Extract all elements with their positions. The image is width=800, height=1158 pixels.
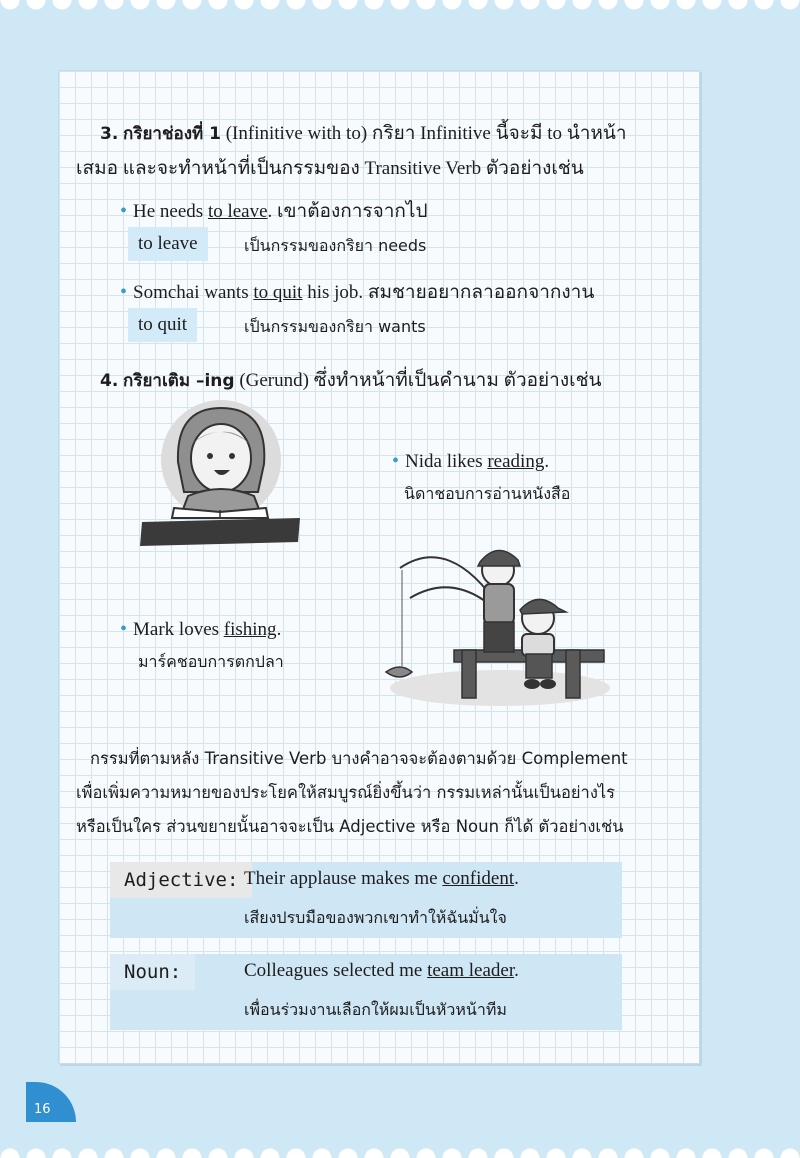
- bottom-torn-edge: [0, 1136, 800, 1158]
- bullet-icon: •: [120, 618, 128, 640]
- example-text: Mark loves: [133, 619, 224, 640]
- example-text: .: [276, 619, 282, 640]
- page-number: 16: [26, 1082, 76, 1122]
- underlined-phrase: reading: [487, 451, 545, 472]
- example-text: Colleagues selected me: [244, 960, 428, 981]
- section3-line1: (Infinitive with to) กริยา Infinitive นี้จะมี to นำหน้า: [225, 123, 627, 144]
- tag-to-leave: to leave: [128, 227, 208, 261]
- example-text: He needs: [133, 201, 208, 222]
- example-text: .: [544, 451, 550, 472]
- example-text: Somchai wants: [133, 282, 254, 303]
- section4-example1: [392, 448, 549, 475]
- girl-reading-book-illustration: [136, 400, 306, 548]
- underlined-phrase: fishing: [223, 619, 277, 640]
- underlined-phrase: team leader: [427, 960, 515, 981]
- example-text: Nida likes: [405, 451, 488, 472]
- adjective-label: Adjective:: [110, 862, 252, 898]
- section3-example2-explain: เป็นกรรมของกริยา wants: [244, 317, 426, 336]
- example-text: . เขาต้องการจากไป: [267, 201, 428, 222]
- section4-example1-thai: นิดาชอบการอ่านหนังสือ: [404, 484, 571, 503]
- father-and-son-fishing-illustration: [380, 538, 610, 708]
- section3-example1: [120, 198, 428, 225]
- complement-line2: เพื่อเพิ่มความหมายของประโยคให้สมบูรณ์ยิ่งขึ้นว่า กรรมเหล่านั้นเป็นอย่างไร: [76, 783, 616, 802]
- section3-heading: [100, 121, 627, 147]
- noun-example-thai: เพื่อนร่วมงานเลือกให้ผมเป็นหัวหน้าทีม: [244, 1000, 507, 1019]
- section3-line2: [76, 156, 584, 182]
- section4-title: กริยาเติม –ing: [123, 371, 235, 391]
- section3-line2-text: เสมอ และจะทำหน้าที่เป็นกรรมของ Transitive Verb ตัวอย่างเช่น: [76, 158, 584, 179]
- underlined-phrase: confident: [442, 868, 515, 889]
- section4-example2-thai: มาร์คชอบการตกปลา: [138, 652, 284, 671]
- tag-to-quit: to quit: [128, 308, 197, 342]
- section4-example2: [120, 616, 281, 643]
- underlined-phrase: to quit: [253, 282, 303, 303]
- bullet-icon: •: [120, 281, 128, 303]
- example-text: .: [514, 960, 519, 981]
- complement-line3: หรือเป็นใคร ส่วนขยายนั้นอาจจะเป็น Adjective หรือ Noun ก็ได้ ตัวอย่างเช่น: [76, 817, 624, 836]
- section4-heading: [100, 368, 602, 394]
- example-text: .: [514, 868, 519, 889]
- noun-label: Noun:: [110, 954, 195, 990]
- complement-line1: กรรมที่ตามหลัง Transitive Verb บางคำอาจจะต้องตามด้วย Complement: [90, 749, 628, 768]
- example-text: his job. สมชายอยากลาออกจากงาน: [302, 282, 595, 303]
- top-torn-edge: [0, 0, 800, 22]
- bullet-icon: •: [392, 450, 400, 472]
- section4-rest: (Gerund) ซึ่งทำหน้าที่เป็นคำนาม ตัวอย่างเช่น: [239, 370, 602, 391]
- noun-example-sentence: [244, 958, 519, 984]
- section3-example1-explain: เป็นกรรมของกริยา needs: [244, 236, 427, 255]
- bullet-icon: •: [120, 200, 128, 222]
- adjective-example-sentence: [244, 866, 519, 892]
- section3-example2: [120, 279, 594, 306]
- underlined-phrase: to leave: [207, 201, 268, 222]
- section3-title: กริยาช่องที่ 1: [123, 124, 221, 144]
- example-text: Their applause makes me: [244, 868, 443, 889]
- adjective-example-thai: เสียงปรบมือของพวกเขาทำให้ฉันมั่นใจ: [244, 908, 507, 927]
- section4-number: 4.: [100, 371, 119, 391]
- section3-number: 3.: [100, 124, 119, 144]
